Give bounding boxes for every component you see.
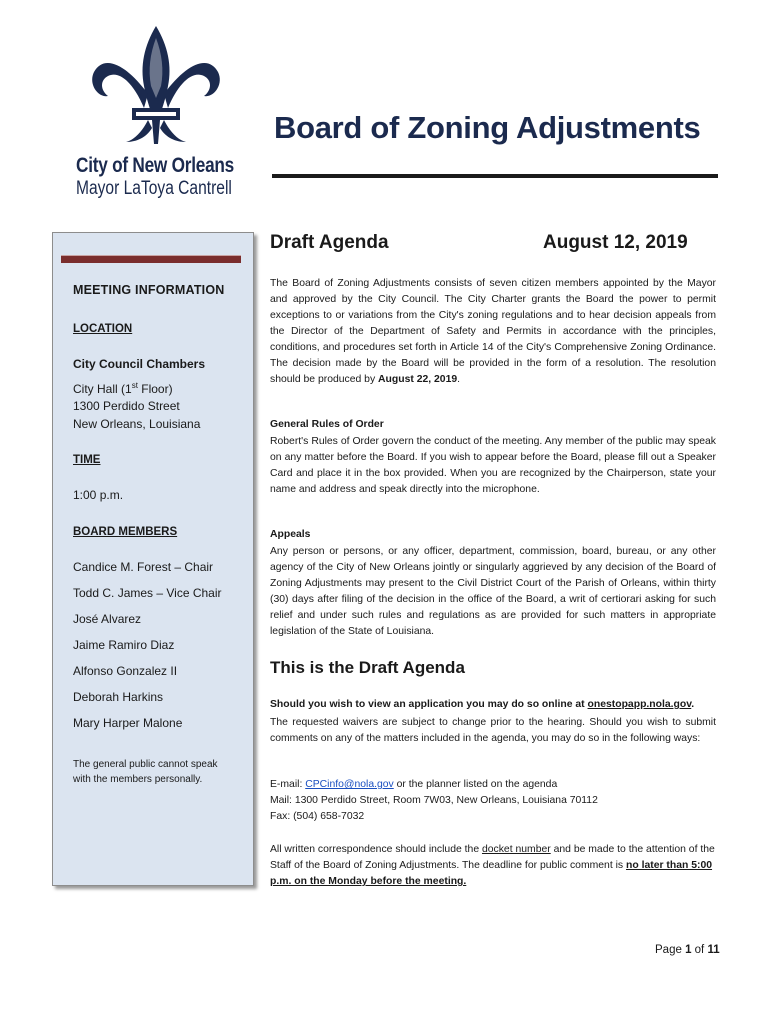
page-current: 1 <box>685 944 692 956</box>
email-line <box>270 779 557 790</box>
docket-number-text: docket number <box>481 844 551 855</box>
meeting-date: August 12, 2019 <box>543 232 688 253</box>
time-caption: TIME <box>73 454 101 466</box>
time-value: 1:00 p.m. <box>73 488 124 502</box>
location-line-1-post: Floor) <box>137 382 173 396</box>
appeals-heading: Appeals <box>270 529 311 540</box>
city-logo <box>72 24 242 199</box>
board-member: José Alvarez <box>73 612 142 626</box>
location-line-3: New Orleans, Louisiana <box>73 417 201 431</box>
location-caption: LOCATION <box>73 323 133 335</box>
fax-line: Fax: (504) 658-7032 <box>270 811 365 822</box>
view-application-line <box>270 699 694 710</box>
location-line-1-sup: st <box>131 381 138 390</box>
fleur-de-lis-icon <box>86 24 226 152</box>
correspondence-text-2: and be made to the attention of the Staff of the Board of Zoning Adjustments. The deadline for public comment is <box>270 844 715 871</box>
correspondence-text: All written correspondence should include the <box>270 844 482 855</box>
onestop-link[interactable]: onestopapp.nola.gov <box>587 699 692 710</box>
resolution-deadline: August 22, 2019 <box>378 374 458 385</box>
meeting-info-heading: MEETING INFORMATION <box>73 283 225 297</box>
public-note-line-2: with the members personally. <box>73 774 203 785</box>
board-members-caption: BOARD MEMBERS <box>73 526 178 538</box>
view-application-text: Should you wish to view an application you may do so online at <box>270 699 588 710</box>
intro-end: . <box>457 374 461 385</box>
page-total: 11 <box>707 944 720 956</box>
email-label: E-mail: <box>270 779 306 790</box>
location-line-2: 1300 Perdido Street <box>73 399 180 413</box>
mail-line: Mail: 1300 Perdido Street, Room 7W03, New Orleans, Louisiana 70112 <box>270 795 598 806</box>
waivers-paragraph: The requested waivers are subject to change prior to the hearing. Should you wish to submit comments on any of the matters included in the agenda, you may do so in the following ways: <box>270 717 716 744</box>
location-line-1 <box>73 381 173 396</box>
public-note-line-1: The general public cannot speak <box>73 759 218 770</box>
draft-agenda-section-title: This is the Draft Agenda <box>270 658 465 677</box>
location-name: City Council Chambers <box>73 357 206 371</box>
view-application-end: . <box>691 699 695 710</box>
draft-agenda-heading: Draft Agenda <box>270 232 389 253</box>
intro-text: The Board of Zoning Adjustments consists of seven citizen members appointed by the Mayor and approved by the City Council. The City Charter grants the Board the power to permit exceptions to or variations from the City's zoning regulations and to hear decision appeals from the Director of the Department of Safety and Permits in accordance with the principles, conditions, and procedures set forth in Article 14 of the City's Comprehensive Zoning Ordinance. The decision made by the Board will be provided in the form of a resolution. The resolution should be produced by <box>270 278 716 385</box>
board-member: Alfonso Gonzalez II <box>73 664 178 678</box>
board-member: Candice M. Forest – Chair <box>73 560 214 574</box>
email-rest: or the planner listed on the agenda <box>393 779 558 790</box>
rules-heading: General Rules of Order <box>270 419 384 430</box>
mayor-name: Mayor LaToya Cantrell <box>76 178 232 199</box>
board-member: Todd C. James – Vice Chair <box>73 586 222 600</box>
meeting-info-sidebar <box>52 232 254 886</box>
appeals-paragraph: Any person or persons, or any officer, department, commission, board, bureau, or any other agency of the City of New Orleans jointly or singularly aggrieved by any decision of the Board of Zoning Adjustments may present to the Civil District Court of the Parish of Orleans, within thirty (30) days after filing of the decision in the office of the Board, a writ of certiorari asking for such relief and under such rules and regulations as are provided for such matters in appropriate legislation of the State of Louisiana. <box>270 546 716 637</box>
location-line-1-pre: City Hall (1 <box>73 382 132 396</box>
city-name: City of New Orleans <box>76 154 235 177</box>
page-label: Page <box>655 944 686 956</box>
page-of: of <box>691 944 708 956</box>
correspondence-paragraph <box>270 842 716 890</box>
board-member: Deborah Harkins <box>73 690 164 704</box>
intro-paragraph <box>270 276 716 388</box>
email-link[interactable]: CPCinfo@nola.gov <box>305 779 394 790</box>
board-member: Jaime Ramiro Diaz <box>73 638 175 652</box>
sidebar-top-rule <box>61 255 241 263</box>
rules-paragraph: Robert's Rules of Order govern the conduct of the meeting. Any member of the public may speak on any matter before the Board. If you wish to appear before the Board, please fill out a Speaker Card and place it in the box provided. When you are recognized by the Chairperson, state your name and address and speak directly into the microphone. <box>270 436 716 495</box>
page-title: Board of Zoning Adjustments <box>274 110 701 145</box>
page-indicator <box>655 944 720 956</box>
title-divider <box>272 174 718 178</box>
comment-deadline: no later than 5:00 p.m. on the Monday before the meeting. <box>270 860 713 887</box>
board-member: Mary Harper Malone <box>73 716 183 730</box>
